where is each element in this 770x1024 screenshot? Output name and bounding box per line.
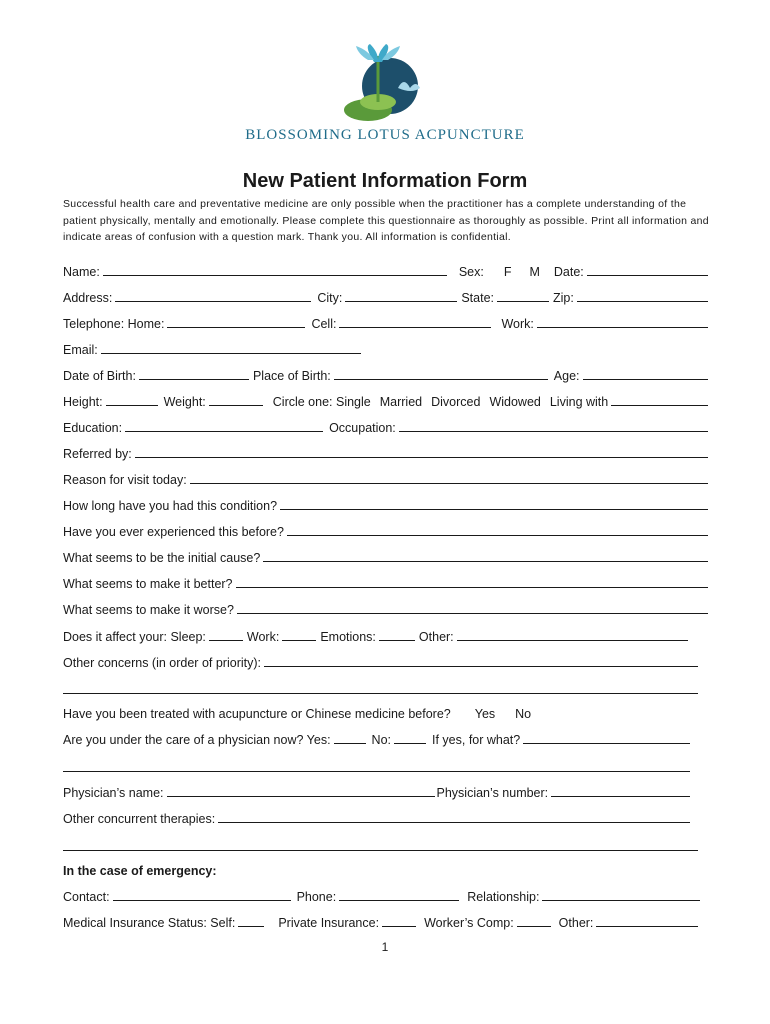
address-label: Address: [63,291,113,305]
place-of-birth-field[interactable] [334,367,548,380]
age-field[interactable] [583,367,709,380]
occupation-field[interactable] [399,419,708,432]
insurance-self-field[interactable] [238,914,264,927]
concurrent-label: Other concurrent therapies: [63,812,216,826]
work-field[interactable] [537,315,708,328]
contact-label: Contact: [63,890,110,904]
relationship-field[interactable] [542,888,700,901]
insurance-other-label: Other: [558,916,594,930]
telephone-row [63,315,708,333]
sex-m-option[interactable]: M [529,265,540,279]
page-title: New Patient Information Form [242,170,528,192]
weight-field[interactable] [209,393,263,406]
height-label: Height: [63,395,103,409]
birth-row [63,367,708,385]
reason-row [63,471,708,489]
acupuncture-row [63,705,531,723]
better-field[interactable] [236,575,708,588]
other-concerns-line-2[interactable] [63,693,698,694]
if-yes-label: If yes, for what? [432,733,521,747]
physician-care-no-label: No: [371,733,391,747]
occupation-label: Occupation: [329,421,396,435]
brand-name: BLOSSOMING LOTUS ACPUNCTURE [245,127,525,143]
better-label: What seems to make it better? [63,577,233,591]
if-yes-field[interactable] [523,731,690,744]
emergency-heading-row [63,862,217,880]
email-label: Email: [63,343,98,357]
dob-label: Date of Birth: [63,369,136,383]
physician-care-line-2[interactable] [63,771,690,772]
relationship-label: Relationship: [467,890,540,904]
dob-field[interactable] [139,367,249,380]
physician-number-field[interactable] [551,784,690,797]
education-label: Education: [63,421,123,435]
affect-work-field[interactable] [282,628,316,641]
other-concerns-row [63,654,698,672]
living-with-field[interactable] [611,393,708,406]
better-row [63,575,708,593]
page-number: 1 [381,940,389,954]
living-with-label: Living with [549,395,609,409]
private-insurance-label: Private Insurance: [278,916,380,930]
physician-care-label: Are you under the care of a physician now? Yes: [63,733,331,747]
intro-paragraph: Successful health care and preventative medicine are only possible when the practitioner has a complete understanding of the patient physically, mentally and emotionally. Please complete this questionnaire as thoroughly as possible. Print all information and indicate areas of confusion with a question mark. Thank you. All information is confidential. [63,198,709,243]
age-label: Age: [553,369,580,383]
worse-field[interactable] [237,601,708,614]
sex-f-option[interactable]: F [503,265,512,279]
concurrent-row [63,810,690,828]
emergency-contact-row [63,888,700,906]
name-row [63,263,708,281]
experienced-row [63,523,708,541]
physician-care-no-field[interactable] [394,731,426,744]
experienced-label: Have you ever experienced this before? [63,525,284,539]
city-label: City: [317,291,343,305]
affect-row [63,628,688,646]
how-long-row [63,497,708,515]
name-label: Name: [63,265,100,279]
state-label: State: [461,291,495,305]
referred-by-field[interactable] [135,445,708,458]
address-field[interactable] [115,289,311,302]
cell-field[interactable] [339,315,491,328]
place-of-birth-label: Place of Birth: [252,369,331,383]
affect-sleep-field[interactable] [209,628,243,641]
affect-other-label: Other: [418,630,454,644]
worse-label: What seems to make it worse? [63,603,234,617]
physician-care-yes-field[interactable] [334,731,366,744]
education-field[interactable] [125,419,323,432]
height-row [63,393,708,411]
acupuncture-question: Have you been treated with acupuncture or Chinese medicine before? [63,707,451,721]
marital-single-option[interactable]: Circle one: Single [272,395,371,409]
address-row [63,289,708,307]
weight-label: Weight: [163,395,206,409]
reason-field[interactable] [190,471,708,484]
marital-married-option[interactable]: Married [379,395,423,409]
referred-by-label: Referred by: [63,447,132,461]
experienced-field[interactable] [287,523,708,536]
phone-field[interactable] [339,888,459,901]
reason-label: Reason for visit today: [63,473,187,487]
other-concerns-label: Other concerns (in order of priority): [63,656,261,670]
initial-cause-label: What seems to be the initial cause? [63,551,261,565]
cell-label: Cell: [311,317,337,331]
private-insurance-field[interactable] [382,914,416,927]
insurance-row [63,914,698,932]
phone-label: Phone: [296,890,337,904]
other-concerns-field[interactable] [264,654,698,667]
affect-other-field[interactable] [457,628,688,641]
insurance-other-field[interactable] [596,914,698,927]
state-field[interactable] [497,289,549,302]
zip-field[interactable] [577,289,708,302]
height-field[interactable] [106,393,158,406]
telephone-home-field[interactable] [167,315,305,328]
email-field[interactable] [101,341,361,354]
date-label: Date: [553,265,584,279]
telephone-home-label: Telephone: Home: [63,317,165,331]
marital-widowed-option[interactable]: Widowed [489,395,541,409]
physician-name-label: Physician’s name: [63,786,164,800]
concurrent-line-2[interactable] [63,850,698,851]
acupuncture-no-option[interactable]: No [515,707,532,721]
physician-number-label: Physician’s number: [436,786,549,800]
physician-row [63,784,690,802]
date-field[interactable] [587,263,708,276]
city-field[interactable] [345,289,457,302]
affect-sleep-label: Does it affect your: Sleep: [63,630,206,644]
name-field[interactable] [103,263,447,276]
emergency-heading: In the case of emergency: [63,864,217,878]
email-row [63,341,361,359]
zip-label: Zip: [553,291,574,305]
lotus-icon [334,42,434,128]
affect-work-label: Work: [246,630,280,644]
physician-care-row [63,731,690,749]
workers-comp-field[interactable] [517,914,551,927]
insurance-self-label: Medical Insurance Status: Self: [63,916,236,930]
affect-emotions-field[interactable] [379,628,415,641]
referred-row [63,445,708,463]
how-long-field[interactable] [280,497,708,510]
contact-field[interactable] [113,888,291,901]
initial-cause-field[interactable] [263,549,708,562]
affect-emotions-label: Emotions: [320,630,376,644]
sex-label: Sex: [458,265,484,279]
worse-row [63,601,708,619]
physician-name-field[interactable] [167,784,435,797]
concurrent-field[interactable] [218,810,690,823]
initial-cause-row [63,549,708,567]
work-label: Work: [501,317,534,331]
education-row [63,419,708,437]
acupuncture-yes-option[interactable]: Yes [474,707,496,721]
how-long-label: How long have you had this condition? [63,499,278,513]
marital-divorced-option[interactable]: Divorced [431,395,481,409]
workers-comp-label: Worker’s Comp: [424,916,514,930]
